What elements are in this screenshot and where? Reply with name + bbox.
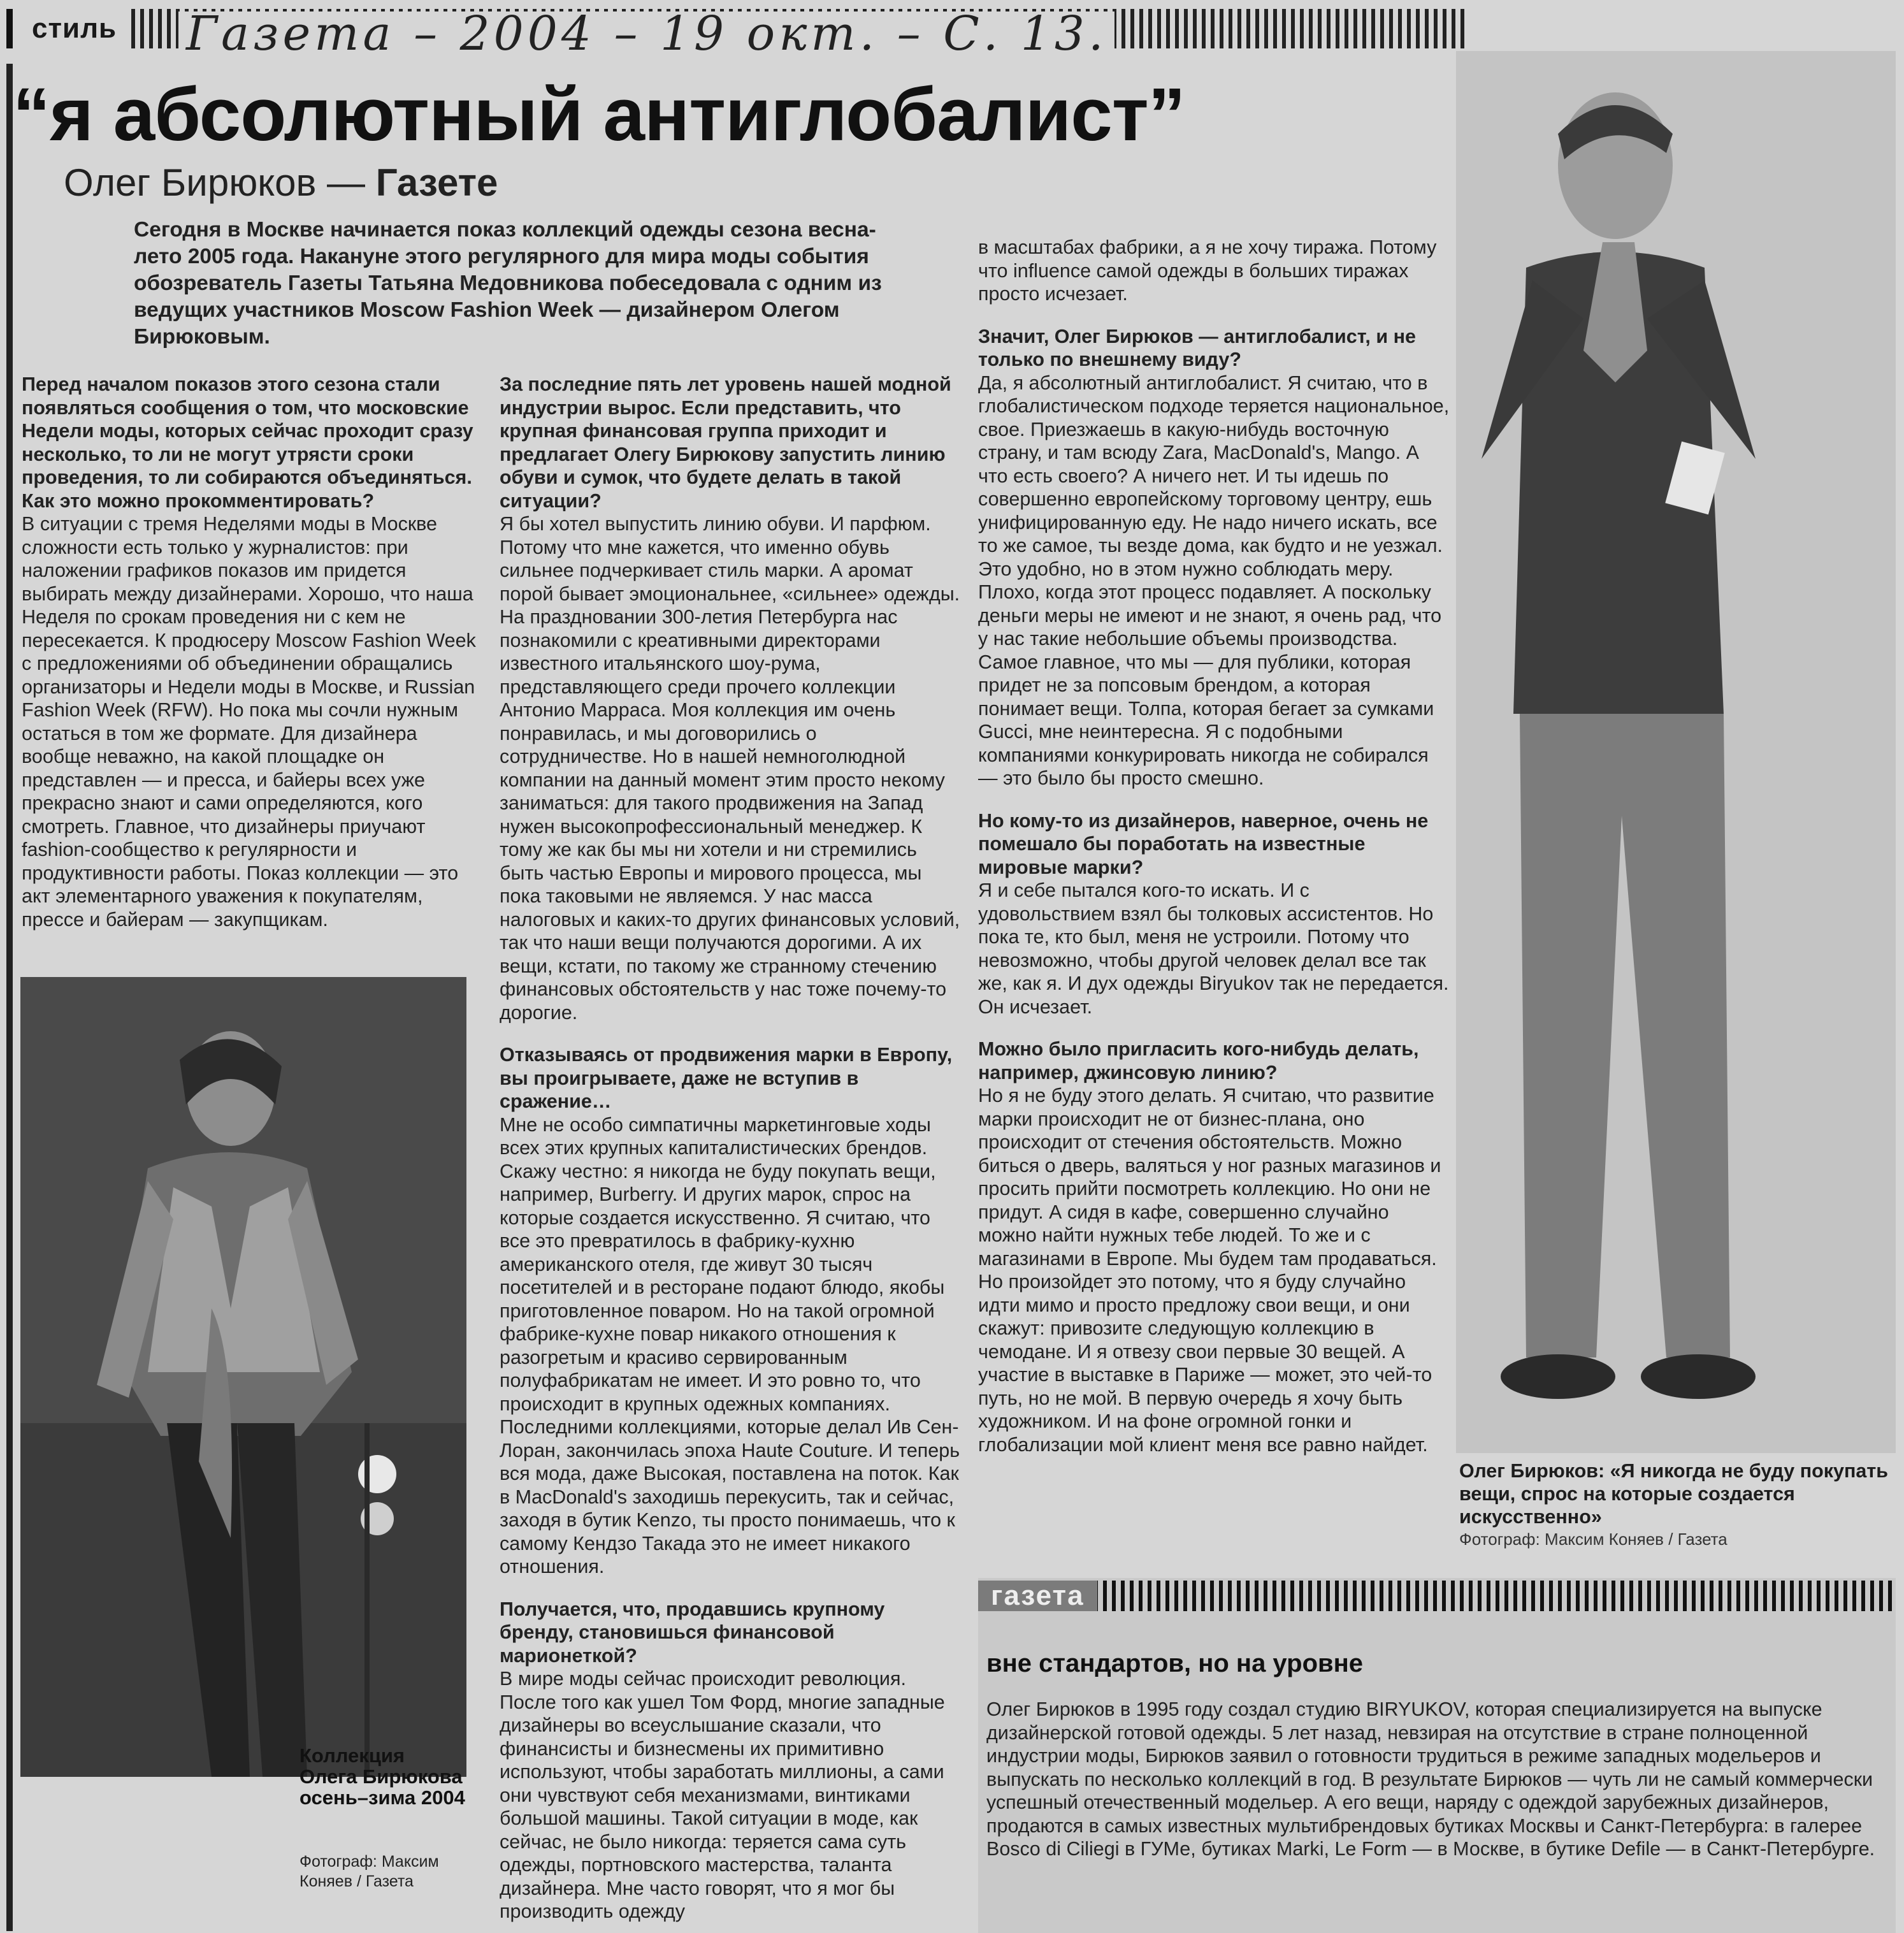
answer: Да, я абсолютный антиглобалист. Я считаю, что в глобалистическом подходе теряется национальное, свое. Приезжаешь в какую-нибудь восточную страну, и там всюду Zara, MacDonald's, Mango. А что есть своего? А ничего нет. И ты идешь по совершенно европейскому торговому центру, ешь унифицированную еду. Не надо ничего искать, все то же самое, ты везде дома, как будто и не уезжал. Это удобно, но в этом нужно соблюдать меру. Плохо, когда этот процесс подавляет. А поскольку деньги меры не имеют и не знают, я очень рад, что у нас такие небольшие объемы производства. Самое главное, что мы — для публики, которая придет не за попсовым брендом, а которая понимает вещи. Толпа, которая бегает за сумками Gucci, мне неинтересна. Я с подобными компаниями конкурировать никогда не собирался — это было бы просто смешно. [978, 372, 1450, 789]
sidebar-tag: газета [978, 1581, 1097, 1611]
photo-collection-model [20, 977, 466, 1777]
photo-right-caption: Олег Бирюков: «Я никогда не буду покупать вещи, спрос на которые создается искусственно» [1459, 1460, 1889, 1528]
answer: Мне не особо симпатичны маркетинговые ходы всех этих крупных капиталистических брендов. Скажу честно: я никогда не буду покупать вещи, например, Burberry. И других марок, спрос на которые создается искусственно. Я считаю, что все это превратилось в фабрику-кухню американского отеля, где живут 30 тысяч посетителей и в ресторане подают блюдо, якобы приготовленное поваром. Но на такой огромной фабрике-кухне повар никакого отношения к разогретым и красиво сервированным полуфабрикатам не имеет. И это ровно то, что происходит в крупных одежных компаниях. Последними коллекциями, которые делал Ив Сен-Лоран, закончилась эпоха Haute Couture. И теперь вся мода, даже Высокая, поставлена на поток. Как в MacDonald's заходишь перекусить, так и сейчас, заходя в бутик Kenzo, ты просто понимаешь, что к самому Кендзо Такада это не имеет никакого отношения. [500, 1113, 960, 1577]
question: Отказываясь от продвижения марки в Европу, вы проигрываете, даже не вступив в сражение… [500, 1044, 953, 1112]
rubric-label: стиль [6, 9, 131, 48]
answer: В ситуации с тремя Неделями моды в Москве сложности есть только у журналистов: при наложении графиков показов им придется выбирать между дизайнерами. Хорошо, что наша Неделя по срокам проведения ни с кем не пересекается. К продюсеру Moscow Fashion Week с предложениями об объединении обращались организаторы и Недели моды в Москве, и Russian Fashion Week (RFW). Но пока мы сочли нужным остаться в том же формате. Для дизайнера вообще неважно, на какой площадке он представлен — и пресса, и байеры всех уже прекрасно знают и сами определяются, кого смотреть. Главное, что дизайнеры приучают fashion-сообщество к регулярности и продуктивности работы. Показ коллекции — это акт элементарного уважения к покупателям, прессе и байерам — закупщикам. [22, 513, 476, 930]
question: Можно было пригласить кого-нибудь делать, например, джинсовую линию? [978, 1038, 1419, 1083]
question: Значит, Олег Бирюков — антиглобалист, и не только по внешнему виду? [978, 325, 1416, 370]
answer: В мире моды сейчас происходит революция. После того как ушел Том Форд, многие западные дизайнеры во всеуслышание сказали, что финансисты и бизнесмены их примитивно используют, чтобы заработать миллионы, а сами они чувствуют себя механизмами, винтиками большой машины. Такой ситуации в моде, как сейчас, не было никогда: теряется сама суть одежды, портновского мастерства, таланта дизайнера. Мне часто говорят, что я мог бы производить одежду [500, 1668, 945, 1922]
photo-designer-portrait [1456, 51, 1896, 1453]
question: За последние пять лет уровень нашей модной индустрии вырос. Если представить, что крупная финансовая группа приходит и предлагает Олегу Бирюкову запустить линию обуви и сумок, что будете делать в такой ситуации? [500, 373, 951, 512]
model-photo-illustration [20, 977, 466, 1777]
answer: Я и себе пытался кого-то искать. И с удовольствием взял бы толковых ассистентов. Но пока те, кто был, меня не устроили. Потому что невозможно, чтобы другой человек делал все так же, как я. И дух одежды Biryukov так не передается. Он исчезает. [978, 880, 1449, 1018]
photo-left-caption: Коллекция Олега Бирюкова осень–зима 2004 [299, 1744, 465, 1809]
article-column-3 [978, 236, 1450, 1456]
question: Но кому-то из дизайнеров, наверное, очень не помешало бы поработать на известные мировые марки? [978, 809, 1429, 878]
byline [64, 161, 498, 205]
article-lead: Сегодня в Москве начинается показ коллекций одежды сезона весна-лето 2005 года. Накануне этого регулярного для мира моды события обозреватель Газеты Татьяна Медовникова побеседовала с одним из ведущих участников Moscow Fashion Week — дизайнером Олегом Бирюковым. [134, 218, 882, 349]
photo-left-credit: Фотограф: Максим Коняев / Газета [299, 1853, 439, 1890]
left-column-rule [6, 64, 13, 1931]
photo-right-credit: Фотограф: Максим Коняев / Газета [1459, 1530, 1727, 1549]
sidebar-text: Олег Бирюков в 1995 году создал студию BIRYUKOV, которая специализируется на выпуске дизайнерской готовой одежды. 5 лет назад, невзирая на отсутствие в стране полноценной индустрии моды, Бирюков заявил о готовности трудиться в режиме западных модельеров и выпускать по несколько коллекций в год. В результате Бирюков — чуть ли не самый коммерчески успешный отечественный модельер. А его вещи, наряду с одеждой зарубежных дизайнеров, продаются в самых известных мультибрендовых бутиках Москвы и Санкт-Петербурга: в галерее Bosco di Ciliegi в ГУМе, бутиках Marki, Le Form — в Москве, в бутике Defile — в Санкт-Петербурге. [986, 1698, 1875, 1860]
question: Получается, что, продавшись крупному бренду, становишься финансовой марионеткой? [500, 1598, 885, 1667]
designer-photo-illustration [1456, 51, 1896, 1453]
answer: Я бы хотел выпустить линию обуви. И парфюм. Потому что мне кажется, что именно обувь сильнее подчеркивает стиль марки. А аромат порой бывает эмоциональнее, «сильнее» одежды. [500, 513, 960, 605]
article-column-2 [500, 373, 963, 1923]
article-column-1 [22, 373, 480, 931]
answer: На праздновании 300-летия Петербурга нас познакомили с креативными директорами известного итальянского шоу-рума, представляющего среди прочего коллекции Антонио Марраса. Моя коллекция им очень понравилась, и мы договорились о сотрудничестве. Но в нашей немноголюдной компании на данный момент этим просто некому заниматься: для такого продвижения на Запад нужен высокопрофессиональный менеджер. К тому же как бы мы ни хотели и ни стремились быть частью Европы и мирового процесса, мы пока таковыми не являемся. У нас масса налоговых и каких-то других финансовых условий, так что наши вещи получаются дорогими. А их вещи, кстати, по такому же странному стечению финансовых обстоятельств у нас тоже почему-то дорогие. [500, 606, 960, 1024]
question: Перед началом показов этого сезона стали появляться сообщения о том, что московские Недели моды, которых сейчас проходит сразу несколько, то ли не могут утрясти сроки проведения, то ли собираются объединяться. Как это можно прокомментировать? [22, 373, 473, 512]
sidebar-stripe-bar [978, 1581, 1896, 1611]
byline-outlet: Газете [375, 161, 498, 204]
answer: Но я не буду этого делать. Я считаю, что развитие марки происходит не от бизнес-плана, оно происходит от стечения обстоятельств. Можно биться о дверь, валяться у ног разных магазинов и просить прийти посмотреть коллекцию. Но они не придут. А сидя в кафе, совершенно случайно можно найти нужных тебе людей. То же и с магазинами в Европе. Мы будем там продаваться. Но произойдет это потому, что я буду случайно идти мимо и просто предложу свои вещи, и они скажут: привозите следующую коллекцию в чемодане. И я отвезу свои первые 30 вещей. А участие в выставке в Париже — может, это чей-то путь, но не мой. В первую очередь я хочу быть художником. И на фоне огромной гонки и глобализации мой клиент меня все равно найдет. [978, 1085, 1441, 1456]
byline-author: Олег Бирюков — [64, 161, 366, 204]
answer: в масштабах фабрики, а я не хочу тиража. Потому что influence самой одежды в больших тиражах просто исчезает. [978, 236, 1437, 305]
handwritten-date-note: Газета – 2004 – 19 окт. – С. 13. [178, 11, 1114, 56]
sidebar-title: вне стандартов, но на уровне [986, 1649, 1364, 1677]
headline: “я абсолютный антиглобалист” [13, 73, 1185, 157]
